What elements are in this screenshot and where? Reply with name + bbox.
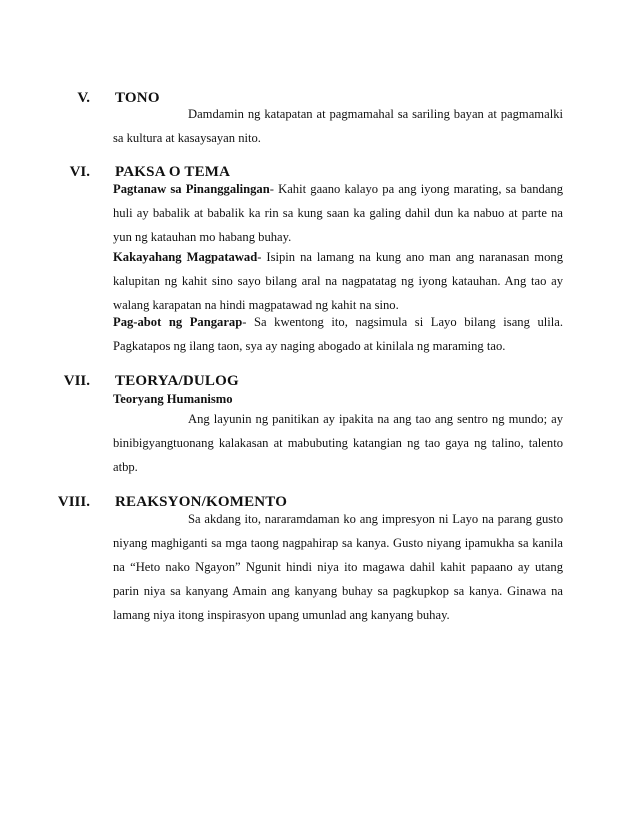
- theme-item: [113, 245, 563, 317]
- section-number: VII.: [63, 373, 90, 389]
- section-paragraph: Damdamin ng katapatan at pagmamahal sa sariling bayan at pagmamalki sa kultura at kasaysayan nito.: [113, 107, 563, 145]
- section-paragraph: Ang layunin ng panitikan ay ipakita na ang tao ang sentro ng mundo; ay binibigyangtuonang kalakasan at mabubuting katangian ng tao gaya ng talino, talento atbp.: [113, 412, 563, 474]
- theme-term: Pag-abot ng Pangarap: [113, 315, 243, 329]
- section-paragraph: Sa akdang ito, nararamdaman ko ang impresyon ni Layo na parang gusto niyang maghiganti sa mga taong nagpahirap sa kanya. Gusto niyang ipamukha sa kanila na “Heto nako Ngayon” Ngunit hindi niya ito magawa dahil kahit papaano ay utang parin niya sa kanyang Amain ang kanyang buhay sa pagkupkop sa kanya. Ginawa na lamang niya itong inspirasyon upang umunlad ang kanyang buhay.: [113, 512, 563, 622]
- theme-item: [113, 310, 563, 358]
- section-heading: REAKSYON/KOMENTO: [115, 494, 288, 510]
- theme-item: [113, 177, 563, 249]
- theory-name: Teoryang Humanismo: [113, 392, 233, 406]
- section-number: VI.: [69, 164, 90, 180]
- theme-text: - Isipin na lamang na kung ano man ang naranasan mong kalupitan ng kahit sino sayo bilang aral na nagpatatag ng iyong katauhan. Ang tao ay walang karapatan na hindi magpatawad ng kahit na sino.: [113, 250, 563, 312]
- theme-term: Kakayahang Magpatawad: [113, 250, 258, 264]
- section-heading: TEORYA/DULOG: [115, 373, 239, 389]
- theme-text: - Sa kwentong ito, nagsimula si Layo bilang isang ulila. Pagkatapos ng ilang taon, sya ay naging abogado at kinilala ng maraming tao.: [113, 315, 563, 353]
- theme-term: Pagtanaw sa Pinanggalingan: [113, 182, 270, 196]
- theme-text: - Kahit gaano kalayo pa ang iyong marating, sa bandang huli ay babalik at babalik ka rin sa kung saan ka galing dahil dun ka nabuo at parte na yun ng katauhan mo habang buhay.: [113, 182, 564, 244]
- section-heading: PAKSA O TEMA: [115, 164, 231, 180]
- section-heading: TONO: [115, 90, 160, 106]
- section-number: VIII.: [57, 494, 90, 510]
- section-number: V.: [77, 90, 90, 106]
